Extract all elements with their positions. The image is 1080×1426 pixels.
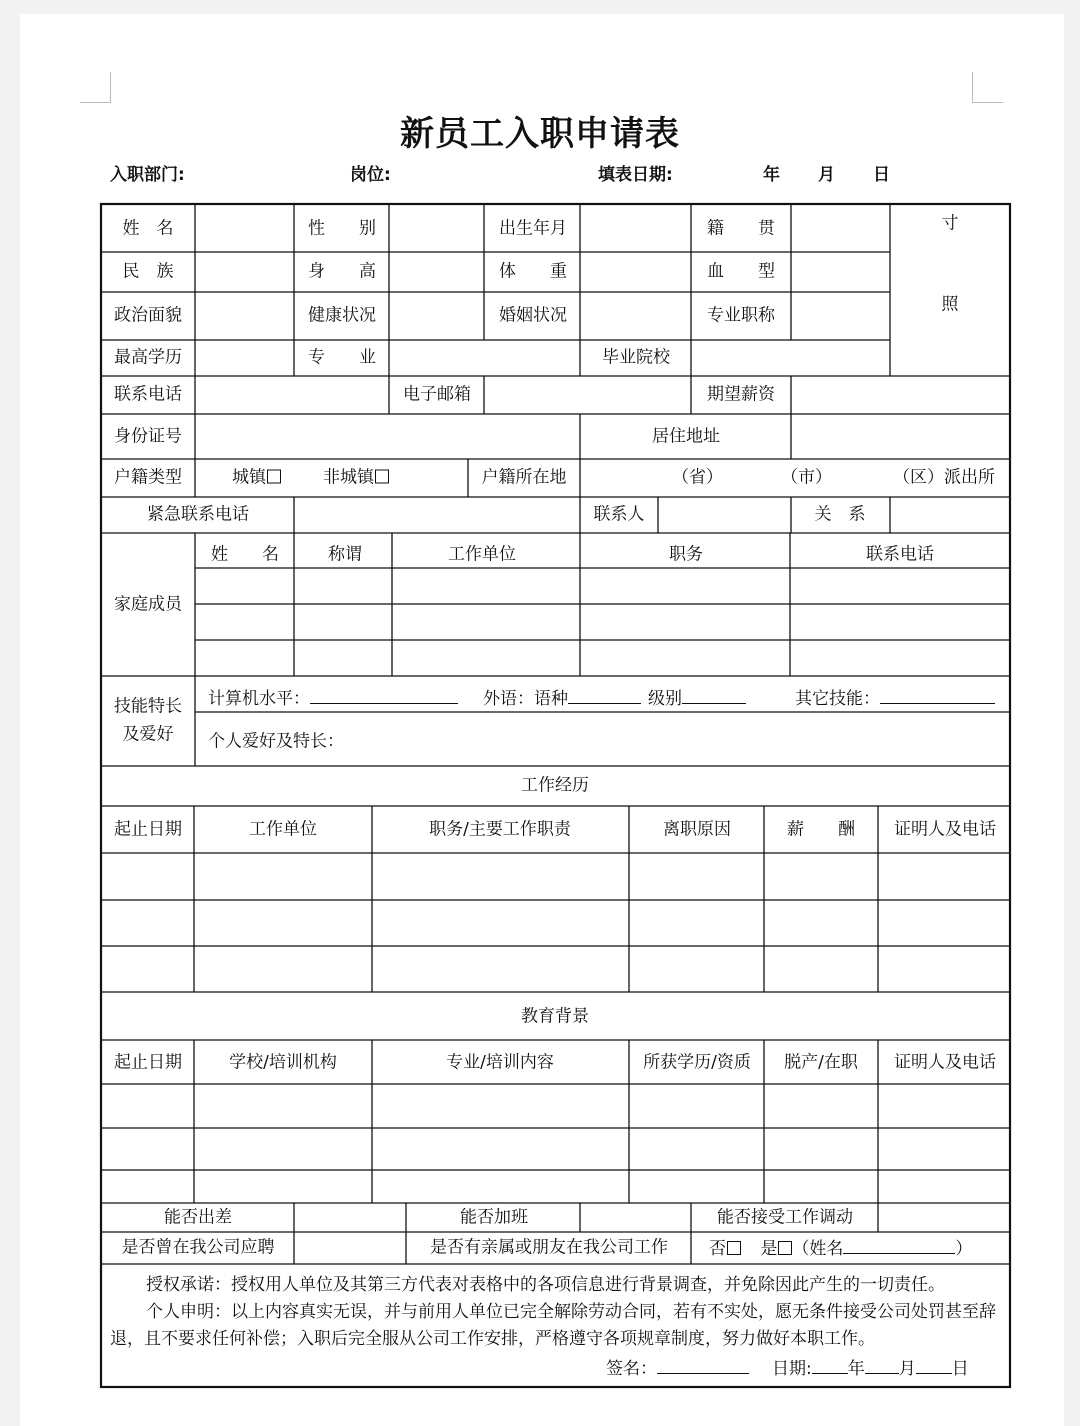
- photo-label-zhao: 照: [941, 294, 959, 315]
- label-phone: 联系电话: [114, 384, 182, 405]
- label-overtime: 能否加班: [460, 1207, 528, 1228]
- sign-year-blank[interactable]: [812, 1358, 848, 1374]
- photo-label-cun: 寸: [941, 213, 959, 234]
- family-col-employer: 工作单位: [448, 544, 516, 565]
- label-transfer: 能否接受工作调动: [717, 1207, 853, 1228]
- fill-month: 月: [818, 165, 835, 185]
- non-urban-option[interactable]: [323, 467, 389, 488]
- language-blank[interactable]: [568, 688, 641, 704]
- work-col-dates: 起止日期: [114, 819, 182, 840]
- other-skills-blank[interactable]: [880, 688, 995, 704]
- label-applied-before: 是否曾在我公司应聘: [121, 1237, 275, 1258]
- work-col-leave-reason: 离职原因: [663, 819, 731, 840]
- fill-year: 年: [763, 165, 780, 185]
- work-col-reference: 证明人及电话: [894, 819, 996, 840]
- label-province: （省）: [672, 467, 723, 488]
- label-major: 专 业: [308, 347, 376, 368]
- family-col-name: 姓 名: [211, 544, 279, 565]
- label-marital: 婚姻状况: [499, 305, 567, 326]
- work-col-duties: 职务/主要工作职责: [429, 819, 571, 840]
- label-weight: 体 重: [499, 261, 567, 282]
- label-native-place: 籍 贯: [707, 218, 775, 239]
- edu-col-study-mode: 脱产/在职: [784, 1052, 858, 1073]
- label-graduated-school: 毕业院校: [602, 347, 670, 368]
- sign-date-label: 日期:: [772, 1359, 812, 1379]
- department-label: 入职部门:: [110, 165, 185, 185]
- fill-day: 日: [873, 165, 890, 185]
- language-label: 外语：语种: [483, 689, 568, 709]
- other-skills-label: 其它技能：: [795, 689, 880, 709]
- sign-month-blank[interactable]: [865, 1358, 899, 1374]
- work-col-salary: 薪 酬: [787, 819, 855, 840]
- urban-checkbox[interactable]: [267, 470, 281, 484]
- label-expected-salary: 期望薪资: [707, 384, 775, 405]
- computer-level-blank[interactable]: [310, 688, 458, 704]
- statement-text: 个人申明：以上内容真实无误，并与前用人单位已完全解除劳动合同，若有不实处，愿无条件接受公司处罚甚至辞退，且不要求任何补偿；入职后完全服从公司工作安排，严格遵守各项规章制度，努力做好本职工作。: [110, 1302, 996, 1349]
- label-district: （区）派出所: [893, 467, 995, 488]
- label-family: 家庭成员: [114, 594, 182, 615]
- language-level-label: 级别: [648, 689, 682, 709]
- family-col-title: 称谓: [328, 544, 362, 565]
- label-blood-type: 血 型: [707, 261, 775, 282]
- label-gender: 性 别: [308, 218, 376, 239]
- yes-checkbox[interactable]: [778, 1241, 792, 1255]
- sign-date-field[interactable]: [772, 1358, 969, 1378]
- edu-col-major: 专业/培训内容: [446, 1052, 554, 1073]
- label-email: 电子邮箱: [403, 384, 471, 405]
- label-relationship: 关 系: [814, 504, 866, 525]
- label-hukou-type: 户籍类型: [114, 467, 182, 488]
- relative-name-prefix: （姓名: [792, 1239, 844, 1259]
- label-city: （市）: [781, 467, 832, 488]
- signature-label: 签名：: [606, 1359, 657, 1379]
- relative-name-blank[interactable]: [843, 1238, 955, 1254]
- language-level-blank[interactable]: [682, 688, 746, 704]
- no-label: 否: [709, 1239, 726, 1259]
- relative-name-suffix: ）: [955, 1239, 973, 1259]
- form-title: 新员工入职申请表: [400, 114, 680, 154]
- label-relatives: 是否有亲属或朋友在我公司工作: [430, 1237, 668, 1258]
- sign-month: 月: [898, 1359, 916, 1379]
- computer-level-label: 计算机水平：: [208, 689, 310, 709]
- label-political: 政治面貌: [114, 305, 182, 326]
- label-contact-person: 联系人: [593, 504, 645, 525]
- label-address: 居住地址: [652, 426, 720, 447]
- family-col-phone: 联系电话: [866, 544, 934, 565]
- signature-blank[interactable]: [657, 1358, 749, 1374]
- edu-col-school: 学校/培训机构: [229, 1052, 337, 1073]
- label-business-trip: 能否出差: [164, 1207, 232, 1228]
- fill-date-label: 填表日期:: [598, 165, 673, 185]
- label-birth: 出生年月: [499, 218, 567, 239]
- label-skills-1: 技能特长: [114, 696, 182, 717]
- other-skills-field[interactable]: [795, 688, 995, 708]
- non-urban-label: 非城镇: [323, 467, 374, 488]
- label-health: 健康状况: [308, 305, 376, 326]
- urban-option[interactable]: [232, 467, 281, 488]
- label-education: 最高学历: [114, 347, 182, 368]
- yes-label: 是: [760, 1239, 778, 1259]
- computer-level-field[interactable]: [208, 688, 458, 708]
- label-skills-2: 及爱好: [122, 724, 174, 745]
- edu-col-reference: 证明人及电话: [894, 1052, 996, 1073]
- hobbies-label: 个人爱好及特长：: [208, 731, 344, 752]
- edu-section-title: 教育背景: [521, 1006, 589, 1027]
- non-urban-checkbox[interactable]: [375, 470, 389, 484]
- language-level-field[interactable]: [648, 688, 746, 708]
- sign-day-blank[interactable]: [916, 1358, 952, 1374]
- urban-label: 城镇: [232, 467, 266, 488]
- label-height: 身 高: [308, 261, 376, 282]
- sign-day: 日: [951, 1359, 969, 1379]
- family-col-position: 职务: [669, 544, 703, 565]
- language-field[interactable]: [483, 688, 641, 708]
- sign-year: 年: [847, 1359, 865, 1379]
- relatives-answer[interactable]: [709, 1238, 972, 1258]
- label-hukou-location: 户籍所在地: [481, 467, 567, 488]
- label-ethnicity: 民 族: [122, 261, 174, 282]
- no-checkbox[interactable]: [727, 1241, 741, 1255]
- work-section-title: 工作经历: [521, 775, 589, 796]
- label-name: 姓 名: [122, 218, 174, 239]
- label-id-number: 身份证号: [114, 426, 182, 447]
- edu-col-dates: 起止日期: [114, 1052, 182, 1073]
- edu-col-degree: 所获学历/资质: [643, 1052, 751, 1073]
- position-label: 岗位:: [350, 165, 391, 185]
- label-professional-title: 专业职称: [707, 305, 775, 326]
- work-col-employer: 工作单位: [249, 819, 317, 840]
- label-emergency-phone: 紧急联系电话: [147, 504, 249, 525]
- authorization-text: 授权承诺：授权用人单位及其第三方代表对表格中的各项信息进行背景调查，并免除因此产生的一切责任。: [146, 1275, 945, 1295]
- signature-field[interactable]: [606, 1358, 749, 1378]
